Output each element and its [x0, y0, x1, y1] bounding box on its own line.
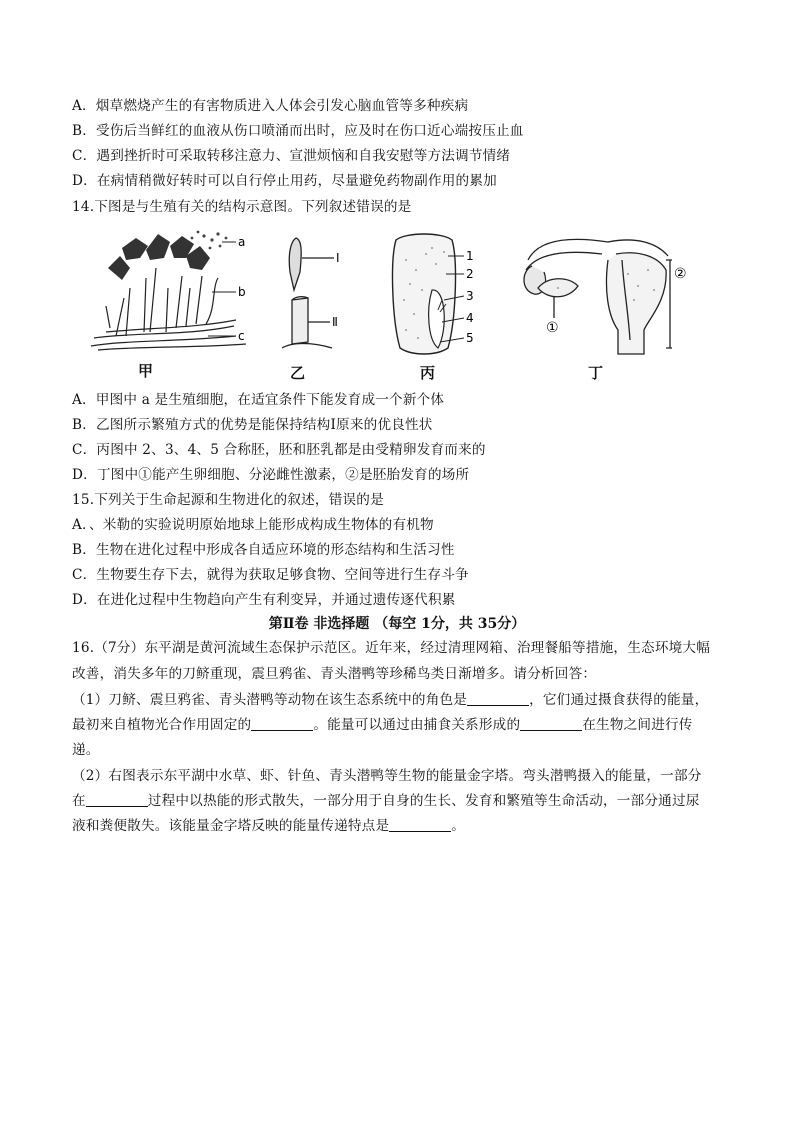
- figure-yi-grafting: [272, 232, 362, 356]
- q16-part2-line3: [72, 816, 465, 836]
- figure-bing-label: 丙: [420, 364, 436, 382]
- q13-option-d: D．在病情稍微好转时可以自行停止用药，尽量避免药物副作用的累加: [72, 173, 497, 189]
- tag-5: 5: [466, 331, 474, 345]
- answer-blank-5[interactable]: [389, 817, 451, 832]
- answer-blank-1[interactable]: [467, 691, 529, 706]
- q16-part2-line2: [72, 791, 700, 811]
- tag-c: c: [238, 329, 245, 343]
- q15-option-d: D．在进化过程中生物趋向产生有利变异，并通过遗传逐代积累: [72, 592, 456, 608]
- q15-stem: 15.下列关于生命起源和生物进化的叙述，错误的是: [72, 492, 384, 508]
- tag-circle-1: ①: [546, 320, 559, 336]
- tag-2: 2: [466, 267, 474, 281]
- q16-p1-text-f: 递。: [72, 742, 100, 758]
- figure-jia-mould: [86, 228, 256, 356]
- q16-p2-text-e: 。: [451, 818, 466, 834]
- tag-II: Ⅱ: [332, 315, 338, 329]
- tag-1: 1: [466, 249, 474, 263]
- tag-4: 4: [466, 311, 474, 325]
- q16-p2-text-b: 在: [72, 793, 86, 809]
- answer-blank-4[interactable]: [86, 792, 148, 807]
- q14-option-b: B．乙图所示繁殖方式的优势是能保持结构Ⅰ原来的优良性状: [72, 417, 433, 433]
- q15-option-a: A．、米勒的实验说明原始地球上能形成构成生物体的有机物: [72, 517, 434, 533]
- q16-intro-line1: 16.（7分）东平湖是黄河流域生态保护示范区。近年来，经过清理网箱、治理餐船等措施，生态环境大幅: [72, 640, 710, 656]
- q13-option-a: A．烟草燃烧产生的有害物质进入人体会引发心脑血管等多种疾病: [72, 98, 469, 114]
- q16-part1-line1: [72, 690, 708, 710]
- q16-p1-text-b: ，它们通过摄食获得的能量，: [529, 692, 709, 708]
- q16-p1-text-e: 在生物之间进行传: [582, 717, 693, 733]
- q14-option-a: A．甲图中 a 是生殖细胞，在适宜条件下能发育成一个新个体: [72, 392, 445, 408]
- figure-ding-uterus: [508, 230, 708, 362]
- figure-bing-seed: [386, 230, 486, 360]
- q15-option-c: C．生物要生存下去，就得为获取足够食物、空间等进行生存斗争: [72, 567, 469, 583]
- figure-yi-label: 乙: [290, 364, 306, 382]
- tag-b: b: [238, 285, 246, 299]
- q16-p1-text-d: 。能量可以通过由捕食关系形成的: [313, 717, 521, 733]
- q16-p2-text-d: 液和粪便散失。该能量金字塔反映的能量传递特点是: [72, 818, 390, 834]
- tag-a: a: [238, 235, 246, 249]
- answer-blank-2[interactable]: [251, 716, 313, 731]
- q14-option-c: C．丙图中 2、3、4、5 合称胚，胚和胚乳都是由受精卵发育而来的: [72, 442, 486, 458]
- q16-part2-line1: （2）右图表示东平湖中水草、虾、针鱼、青头潜鸭等生物的能量金字塔。弯头潜鸭摄入的能量，一部分: [72, 768, 702, 784]
- tag-3: 3: [466, 289, 474, 303]
- q15-option-b: B．生物在进化过程中形成各自适应环境的形态结构和生活习性: [72, 542, 455, 558]
- q14-stem: 14.下图是与生殖有关的结构示意图。下列叙述错误的是: [72, 199, 412, 215]
- q16-p1-text-c: 最初来自植物光合作用固定的: [72, 717, 252, 733]
- q16-p2-text-c: 过程中以热能的形式散失，一部分用于自身的生长、发育和繁殖等生命活动，一部分通过尿: [147, 793, 700, 809]
- section-2-title: 第Ⅱ卷 非选择题 （每空 1分，共 35分）: [268, 616, 526, 632]
- q16-part1-line2: [72, 715, 693, 735]
- q16-p1-text-a: （1）刀鲚、震旦鸦雀、青头潜鸭等动物在该生态系统中的角色是: [72, 692, 468, 708]
- q14-option-d: D．丁图中①能产生卵细胞、分泌雌性激素，②是胚胎发育的场所: [72, 467, 470, 483]
- tag-circle-2: ②: [674, 266, 687, 282]
- figure-jia-label: 甲: [138, 362, 154, 380]
- figure-ding-label: 丁: [588, 364, 604, 382]
- tag-I: Ⅰ: [336, 251, 340, 265]
- answer-blank-3[interactable]: [520, 716, 582, 731]
- q13-option-c: C．遇到挫折时可采取转移注意力、宣泄烦恼和自我安慰等方法调节情绪: [72, 148, 511, 164]
- q16-intro-line2: 改善，消失多年的刀鲚重现，震旦鸦雀、青头潜鸭等珍稀鸟类日渐增多。请分析回答：: [72, 666, 597, 682]
- q13-option-b: B．受伤后当鲜红的血液从伤口喷涌而出时，应及时在伤口近心端按压止血: [72, 123, 524, 139]
